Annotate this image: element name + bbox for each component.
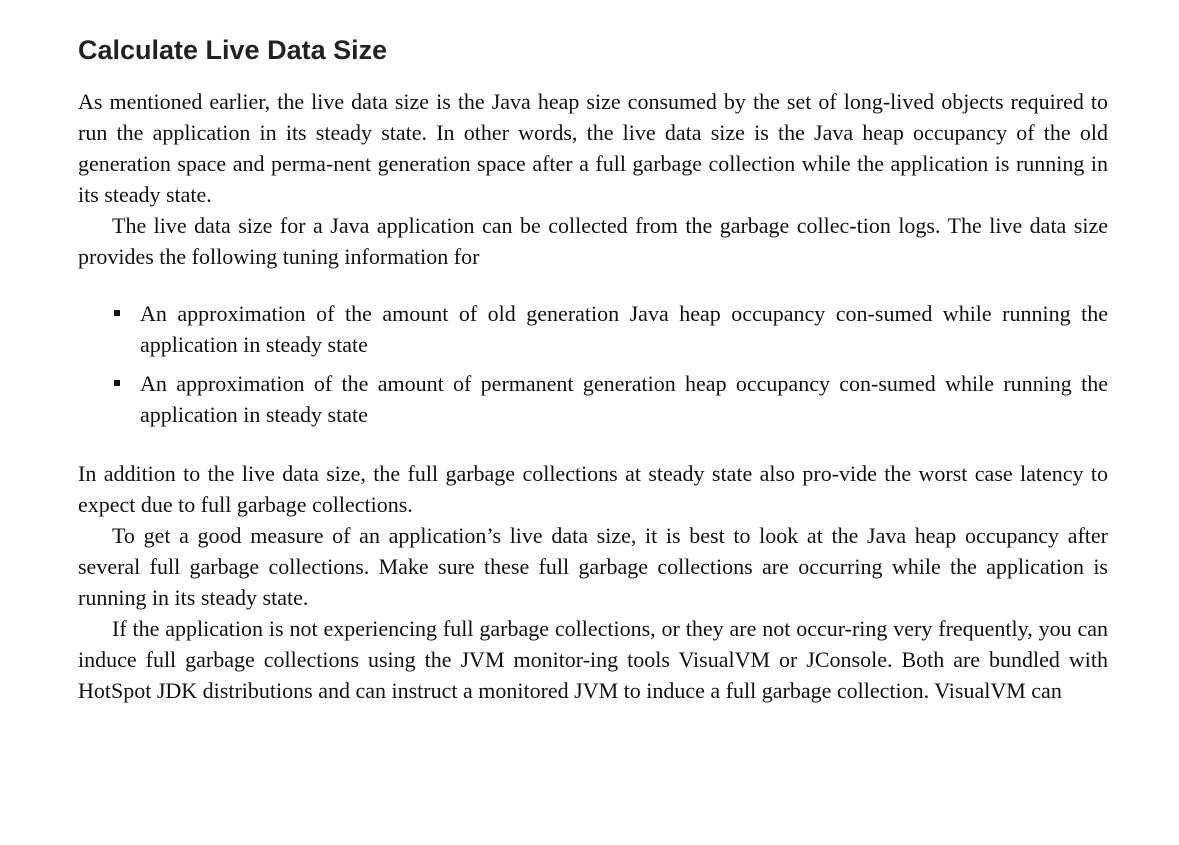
paragraph-measure: To get a good measure of an application’s live data size, it is best to look at the Java heap occupancy after several full garbage collections. Make sure these full garbage collections are occurring while the application is running in its steady state. [78,523,1108,610]
document-page [78,20,1108,706]
bullet-item-permanent-generation [78,368,1108,430]
paragraph-induce-gc: If the application is not experiencing full garbage collections, or they are not occur-ring very frequently, you can induce full garbage collections using the JVM monitor-ing tools VisualVM or JConsole. Both are bundled with HotSpot JDK distributions and can instruct a monitored JVM to induce a full garbage collection. VisualVM can [78,616,1108,703]
paragraph-tuning-info: The live data size for a Java application can be collected from the garbage collec-tion logs. The live data size provides the following tuning information for [78,213,1108,269]
paragraph-intro: As mentioned earlier, the live data size is the Java heap size consumed by the set of long-lived objects required to run the application in its steady state. In other words, the live data size is the Java heap occupancy of the old generation space and perma-nent generation space after a full garbage collection while the application is running in its steady state. [78,89,1108,207]
paragraph-latency: In addition to the live data size, the full garbage collections at steady state also pro-vide the worst case latency to expect due to full garbage collections. [78,461,1108,517]
bullet-item-old-generation [78,298,1108,360]
bullet-text: An approximation of the amount of permanent generation heap occupancy con-sumed while running the application in steady state [140,371,1108,427]
section-heading: Calculate Live Data Size [78,35,388,65]
bullet-text: An approximation of the amount of old generation Java heap occupancy con-sumed while running the application in steady state [140,301,1108,357]
bullet-square-icon [114,380,120,386]
bullet-list [78,298,1108,430]
bullet-square-icon [114,310,120,316]
